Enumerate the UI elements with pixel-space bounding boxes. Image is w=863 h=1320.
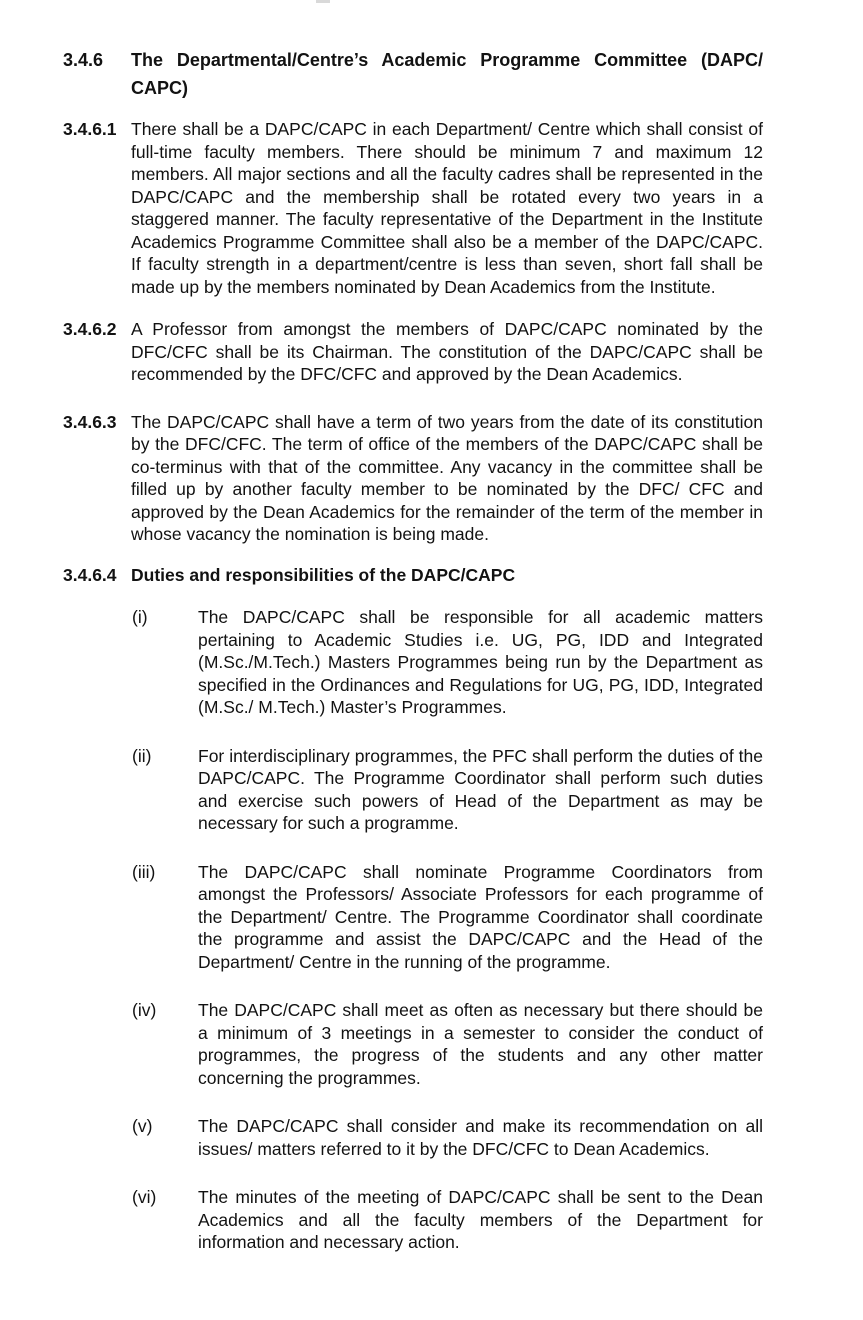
duty-text: The DAPC/CAPC shall be responsible for all academic matters pertaining to Academic Studies i.e. UG, PG, IDD and Integrated (M.Sc./M.Tech.) Masters Programmes being run by the Department as specified in the Ordinances and Regulations for UG, PG, IDD, Integrated (M.Sc./ M.Tech.) Master’s Programmes. xyxy=(198,607,763,717)
page-edge-artifact xyxy=(316,0,330,3)
duty-item-iv xyxy=(132,999,763,1089)
clause-number: 3.4.6.2 xyxy=(63,319,117,339)
duty-item-v xyxy=(132,1115,763,1160)
clause-text: The DAPC/CAPC shall have a term of two years from the date of its constitution by the DFC/CFC. The term of office of the members of the DAPC/CAPC shall be co-terminus with that of the committee. Any vacancy in the committee shall be filled up by another faculty member to be nominated by the DFC/ CFC and approved by the Dean Academics for the remainder of the term of the member in whose vacancy the nomination is being made. xyxy=(131,411,763,544)
duty-text: The DAPC/CAPC shall consider and make its recommendation on all issues/ matters referred to it by the DFC/CFC to Dean Academics. xyxy=(198,1116,763,1159)
clause-text: A Professor from amongst the members of DAPC/CAPC nominated by the DFC/CFC shall be its Chairman. The constitution of the DAPC/CAPC shall be recommended by the DFC/CFC and approved by the Dean Academics. xyxy=(131,319,763,384)
clause-3-4-6-2 xyxy=(63,318,763,386)
duty-text: The DAPC/CAPC shall meet as often as necessary but there should be a minimum of 3 meetings in a semester to consider the conduct of programmes, the progress of the students and any other matter concerning the programmes. xyxy=(198,1000,763,1088)
clause-3-4-6-3 xyxy=(63,411,763,546)
duty-item-iii xyxy=(132,861,763,974)
subsection-heading xyxy=(63,564,763,587)
clause-number: 3.4.6.3 xyxy=(63,411,117,432)
duty-label: (iv) xyxy=(132,1000,157,1020)
duty-label: (v) xyxy=(132,1116,153,1136)
clause-text: There shall be a DAPC/CAPC in each Department/ Centre which shall consist of full-time faculty members. There should be minimum 7 and maximum 12 members. All major sections and all the faculty cadres shall be represented in the DAPC/CAPC and the membership shall be rotated every two years in a staggered manner. The faculty representative of the Department in the Institute Academics Programme Committee shall also be a member of the DAPC/CAPC. If faculty strength in a department/centre is less than seven, short fall shall be made up by the members nominated by Dean Academics from the Institute. xyxy=(131,119,763,297)
duty-label: (iii) xyxy=(132,861,156,882)
duty-label: (i) xyxy=(132,607,148,627)
section-number: 3.4.6 xyxy=(63,50,104,70)
subsection-title: Duties and responsibilities of the DAPC/CAPC xyxy=(131,564,516,585)
section-title: The Departmental/Centre’s Academic Programme Committee (DAPC/ CAPC) xyxy=(131,50,763,98)
duty-label: (ii) xyxy=(132,745,152,766)
duty-item-i xyxy=(132,606,763,719)
clause-number: 3.4.6.1 xyxy=(63,119,117,139)
duty-item-vi xyxy=(132,1186,763,1254)
duty-item-ii xyxy=(132,745,763,835)
duty-label: (vi) xyxy=(132,1187,157,1207)
duty-text: The DAPC/CAPC shall nominate Programme Coordinators from amongst the Professors/ Associate Professors for each programme of the Department/ Centre. The Programme Coordinator shall coordinate the programme and assist the DAPC/CAPC and the Head of the Department/ Centre in the running of the programme. xyxy=(198,861,763,972)
clause-3-4-6-1 xyxy=(63,118,763,298)
subsection-number: 3.4.6.4 xyxy=(63,564,117,585)
section-heading xyxy=(63,46,763,102)
duty-text: The minutes of the meeting of DAPC/CAPC shall be sent to the Dean Academics and all the faculty members of the Department for information and necessary action. xyxy=(198,1187,763,1252)
duty-text: For interdisciplinary programmes, the PFC shall perform the duties of the DAPC/CAPC. The Programme Coordinator shall perform such duties and exercise such powers of Head of the Department as may be necessary for such a programme. xyxy=(198,745,763,833)
